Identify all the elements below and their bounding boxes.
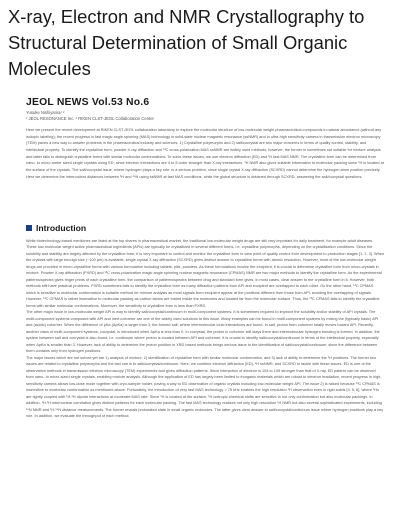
paragraph: While biotechnology-based medicines are listed at the top shares in pharmaceutical market, the traditional low-molecular weight drugs are still very important for daily treatment, for example adult diseases. These low-molecular weight active pharmaceutical ingredients (APIs) are typically be crystallized in several different forms, i.e. crystalline polymorphs, depending on the crystallization conditions. Since the solubility and stability are largely affected by the crystalline form, it is very important to control and monitor the crystalline form in view point of quality control from development to production stages [1, 2, 3]. When the crystals with large enough size (~100 μm) is available, single crystal X-ray diffraction (SCXRD) gives distinct answer to crystalline forms with atomic resolution. However, most of the low-molecular weight drugs are provided in micro-crystalline forms with various formulation including tablets, pills, powders. As these formulations involve the excipient, it is crucial to determine crystalline form from micro-crystals in mixture. Powder X-ray diffraction (PXRD) and ¹³C cross-polarization magic angle spinning nuclear magnetic resonance (CPMAS) NMR are two major methods to identify the crystalline form. As the experimental patterns/spectra gives finger prints of each crystalline form, the comparison of patterns/spectra between drug and standard form gives, in most cases, clear answer to the crystalline form in it. However, both methods still have practical problems. PXRD sometimes fails to identify the crystalline form as many diffraction patterns from API and excipient are overlapped to each other. On the other hand, ¹³C CPMAS which is sensitive to molecular conformation is suitable method for mixture analysis as most signals from excipient appear at the positions different from those from API, avoiding the overlapping of signals. However, ¹³C CPMAS is rather insensitive to molecular packing as carbon atoms are buried inside the molecules and located far from the molecular surface. Thus, the ¹³C CPMAS fails to identify the crystalline forms with similar molecular conformations. Moreover, the sensitivity to crystalline form is less than PXRD. — [26, 239, 384, 308]
journal-header: JEOL NEWS Vol.53 No.6 — [26, 97, 150, 108]
section-heading-introduction — [26, 223, 86, 233]
article-title: X-ray, Electron and NMR Crystallography to Structural Determination of Small Organic Molecules — [8, 6, 365, 79]
introduction-body — [26, 238, 384, 420]
paragraph: The other major issue in low-molecular weight API is way to identify salt/cocrystal/continuum in multi-component systems. It is sometimes required to improve the solubility and/or stability of API crystals. The multi-component systems composed with API and inert coformer are one of the widely used solutions to this issue. Many examples can be found in multi-component systems by mixing the (typically basic) API and (acidic) coformer. When the difference of pKa (ΔpKa) is larger than 3, the formed salt, where intermolecular ionic interactions are found. In salt, proton from coformer totally moves toward API. Recently, another class of multi-component systems, cocrystal, is introduced when ΔpKa is less than 0. In cocrystal, the proton in coformer still stays there and intermolecular hydrogen bonding is formed. In addition, the system between salt and cocrystal is also found, i.e. continuum where proton is located between API and coformer. It is crucial to identify salt/cocrystal/continuum in terms of the intellectual property, especially when ΔpKa is smaller than 3. However, lack of ability to determine the proton position in XRD based methods brings serious issue to the identification of salt/cocrystal/continuum, since the difference between them contains only from hydrogen positions. — [26, 310, 380, 354]
abstract: Here we present the recent development at RIKEN CLST-JEOL collaboration laboratory to explore the molecular structure of low-molecular weight pharmaceutical compounds in natural abundance (without any isotopic labeling); the recent progress in fast magic angle spinning (MAS) technology in solid-state nuclear magnetic resonance (ssNMR) and in ultra-high sensitivity camera in transmission electron microscopy (TEM) paves a new way to answer problems in the pharmaceutical industry and sciences. 1) Crystalline polymorphs and 2) salt/cocrystal are two major concerns in terms of quality control, stability, and intellectual property. To identify the crystalline form, powder X-ray diffraction and ¹³C cross-polarization MAS ssNMR are widely used methods, however, the former is sometimes not suitable for mixture analysis and latter fails to distinguish crystalline forms with similar molecular conformations. To solve these issues, we use electron diffraction (ED) and ¹H fast MAS NMR. The crystalline form can be determined from nano- to micro-meter sized single crystals using ED, since electron interactions are 4 to 5 order stronger than X-ray interactions. ¹H NMR also gives suitable information to molecular packing since ¹H is located at the surface of the crystals. The salt/cocrystal issue, where hydrogen plays a key role, is a serious problem, since single crystal X-ray diffraction (SCXRD) cannot determine the hydrogen atom position precisely. Here we determine the internuclear distances between ¹H and ¹⁴N using ssNMR at fast MAS conditions, while the global structure is obtained through SCXRD, answering the salt/cocrystal questions. — [26, 128, 384, 179]
affiliation-line: ¹ JEOL RESONANCE Inc. ² RIKEN CLST-JEOL Collaboration Center — [26, 116, 154, 121]
paragraph: The major issues which are not solved yet are 1) analysis of mixture, 2) identification of crystalline form with similar molecular conformation, and 3) lack of ability to determine the ¹H positions. The former two issues are related to crystalline polymorphs and the last one is to salt/cocrystal/continuum. Here, we combine electron diffraction (ED), ¹H ssNMR, and SCXRD to tackle with these issues. ED is one of the observation methods in transmission electron microscopy (TEM) experiments and gives diffraction patterns. Since interaction of electron is 104 to 105 stronger than that of X-ray, ED pattern can be observed from nano- to micro-sized single crystals, enabling mixture analysis. Although the application of ED has largely been limited to inorganic materials which are robust to electron irradiation, recent progress in high-sensitivity camera allows low-dose mode together with cryo-sample holder, paving a way to ED observation of organic crystals including low-molecular weight API. The issue 2) is raised because ¹³C CPMAS is insensitive to molecular conformation as mentioned above. Fortunately, the introduction of very fast MAS technology > 75 kHz enables the high resolution ¹H observation even in rigid solids [4, 5, 6], where ¹Hs are tightly coupled with ¹H-¹H dipolar interactions at moderate MAS rate. Since ¹H is located at the surface, ¹H isotropic chemical shifts are sensitive to not only conformation but also molecular packings. In addition, ¹H-¹H internuclear correlation gives distinct patterns for each molecular packing. The fast MAS technology realizes not only high resolution ¹H NMR but also several sophisticated experiments, including ¹⁴N NMR and ¹H-¹⁴N distance measurements. The former reveals protonated state in small organic molecules. The latter gives clear answer to salt/cocrystal/continuum issue where hydrogen positions play a key role. In addition, we evaluate the throughput of each method. — [26, 355, 384, 419]
section-title: Introduction — [36, 223, 87, 233]
author-line: Yusuke Nishiyama¹ ² — [26, 110, 65, 115]
section-marker-square — [26, 225, 32, 231]
